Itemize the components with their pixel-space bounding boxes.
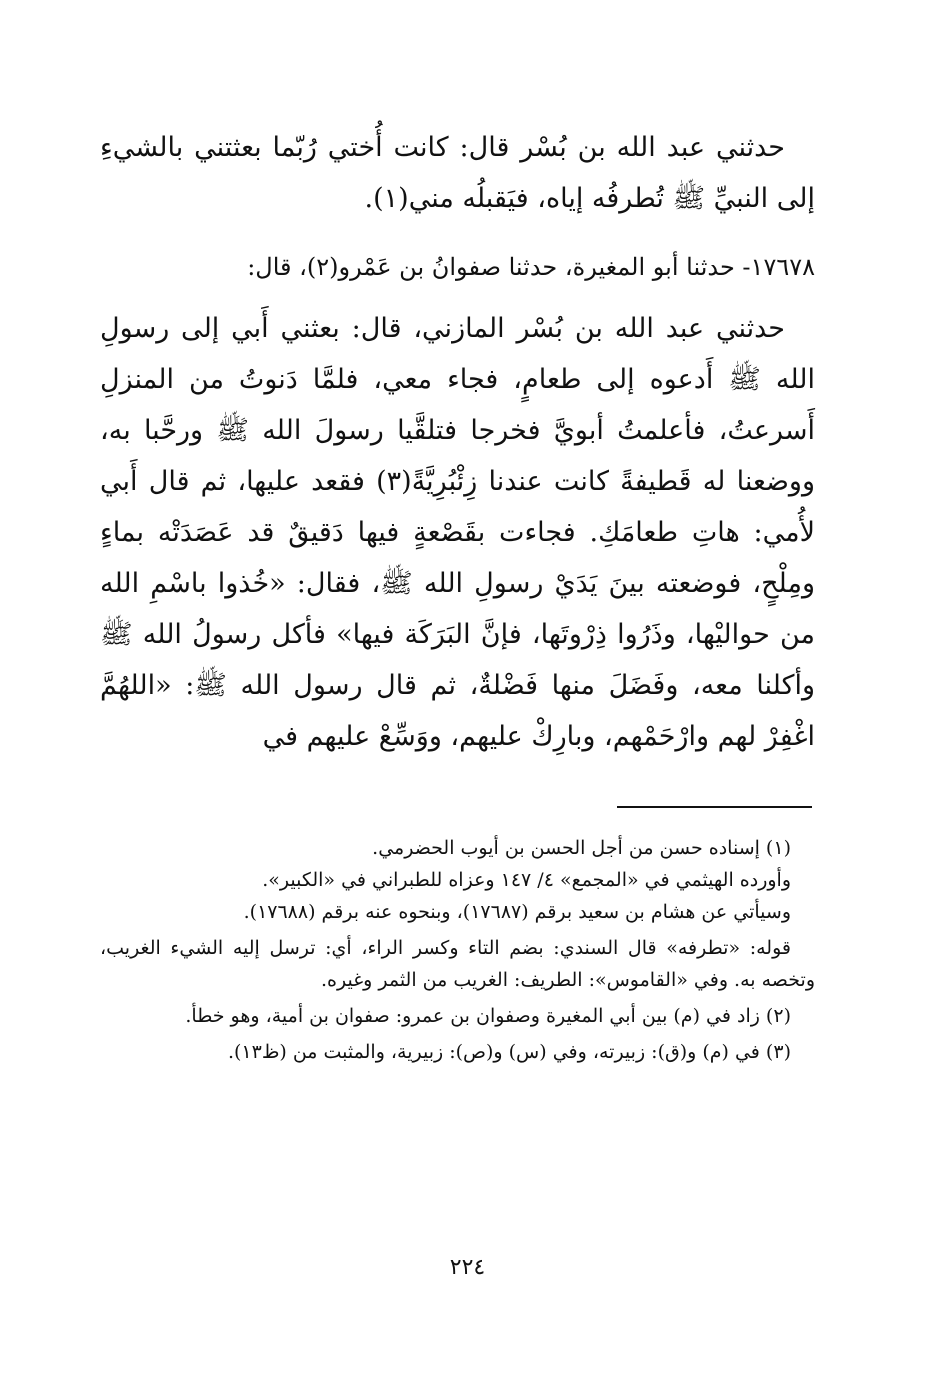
footnote-separator — [617, 806, 812, 808]
page-number: ٢٢٤ — [449, 1255, 486, 1280]
footnotes — [100, 832, 815, 1072]
hadith-header: ١٧٦٧٨- حدثنا أبو المغيرة، حدثنا صفوانُ بن عَمْرو(٢)، قال: — [247, 253, 815, 281]
footnote-3: (٣) في (م) و(ق): زبيرته، وفي (س) و(ص): زبيرية، والمثبت من (ظ١٣). — [227, 1041, 791, 1063]
footnote-1-line-c: وسيأتي عن هشام بن سعيد برقم (١٧٦٨٧)، وبنحوه عنه برقم (١٧٦٨٨). — [243, 901, 791, 923]
hadith-text-continuation: حدثني عبد الله بن بُسْر قال: كانت أُختي رُبّما بعثتني بالشيءِ إلى النبيِّ ﷺ تُطرفُه إياه، فيَقبلُه مني(١). — [100, 132, 815, 214]
footnote-1-line-a: (١) إسناده حسن من أجل الحسن بن أيوب الحضرمي. — [372, 837, 791, 859]
footnote-2: (٢) زاد في (م) بين أبي المغيرة وصفوان بن عمرو: صفوان بن أمية، وهو خطأ. — [185, 1005, 791, 1027]
footnote-1-line-d: قوله: «تطرفه» قال السندي: بضم التاء وكسر الراء، أي: ترسل إليه الشيء الغريب، وتخصه به. وفي «القاموس»: الطريف: الغريب من الثمر وغيره. — [100, 937, 815, 991]
footnote-1-line-b: وأورده الهيثمي في «المجمع» ٤/ ١٤٧ وعزاه للطبراني في «الكبير». — [262, 869, 791, 891]
hadith-text: حدثني عبد الله بن بُسْر المازني، قال: بعثني أَبي إلى رسولِ الله ﷺ أَدعوه إلى طعامٍ، فجاء معي، فلمَّا دَنوتُ من المنزلِ أَسرعتُ، فأعلمتُ أبويَّ فخرجا فتلقَّيا رسولَ الله ﷺ ورحَّبا به، ووضعنا له قَطيفةً كانت عندنا زِئْبُرِيَّةً(٣) فقعد عليها، ثم قال أَبي لأُمي: هاتِ طعامَكِ. فجاءت بقَصْعةٍ فيها دَقيقٌ قد عَصَدَتْه بماءٍ ومِلْحٍ، فوضعته بينَ يَدَيْ رسولِ الله ﷺ، فقال: «خُذوا باسْمِ الله من حواليْها، وذَرُوا ذِرْوتَها، فإنَّ البَرَكَة فيها» فأكل رسولُ الله ﷺ وأكلنا معه، وفَضَلَ منها فَضْلةٌ، ثم قال رسول الله ﷺ: «اللهُمَّ اغْفِرْ لهم وارْحَمْهم، وبارِكْ عليهم، ووَسِّعْ عليهم في — [100, 313, 815, 752]
